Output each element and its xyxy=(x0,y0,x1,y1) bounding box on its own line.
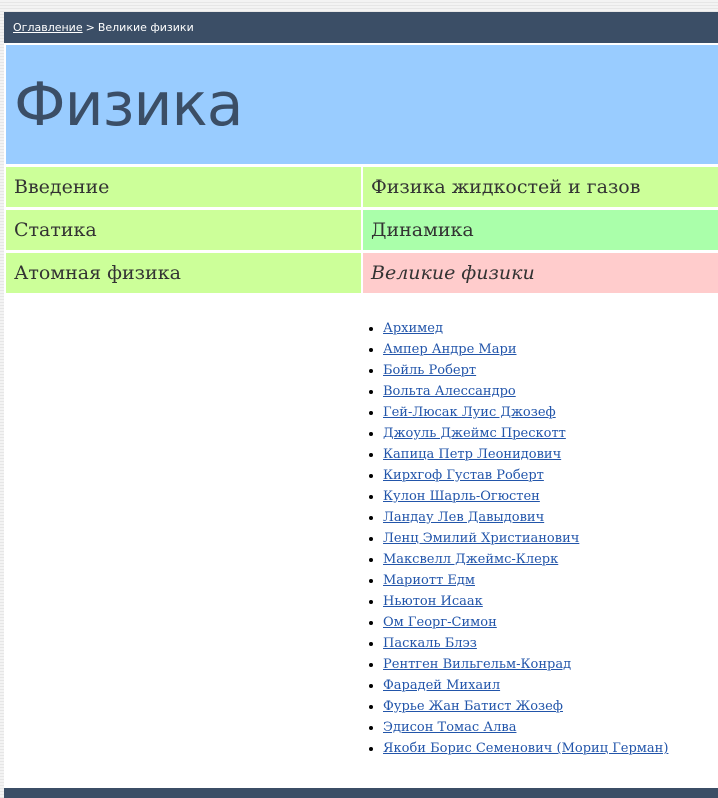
physicist-link[interactable]: Эдисон Томас Алва xyxy=(383,720,517,735)
physicist-link[interactable]: Ампер Андре Мари xyxy=(383,342,517,357)
nav-introduction[interactable]: Введение xyxy=(6,167,361,207)
physicist-link[interactable]: Кирхгоф Густав Роберт xyxy=(383,468,544,483)
physicist-link[interactable]: Фурье Жан Батист Жозеф xyxy=(383,699,563,714)
physicist-link[interactable]: Ландау Лев Давыдович xyxy=(383,510,545,525)
breadcrumb-current: Великие физики xyxy=(97,21,194,34)
physicist-link[interactable]: Фарадей Михаил xyxy=(383,678,501,693)
list-item xyxy=(383,444,668,465)
nav-dynamics[interactable]: Динамика xyxy=(363,210,718,250)
list-item xyxy=(383,738,668,759)
physicist-link[interactable]: Рентген Вильгельм-Конрад xyxy=(383,657,572,672)
list-item xyxy=(383,339,668,360)
physicist-link[interactable]: Бойль Роберт xyxy=(383,363,477,378)
physicist-link[interactable]: Гей-Люсак Луис Джозеф xyxy=(383,405,556,420)
list-item xyxy=(383,570,668,591)
physicist-link[interactable]: Кулон Шарль-Огюстен xyxy=(383,489,540,504)
nav-statics[interactable]: Статика xyxy=(6,210,361,250)
breadcrumb xyxy=(4,12,718,43)
page-title: Физика xyxy=(14,70,243,140)
physicist-link[interactable]: Ленц Эмилий Христианович xyxy=(383,531,580,546)
physicist-link[interactable]: Ньютон Исаак xyxy=(383,594,483,609)
list-item xyxy=(383,717,668,738)
list-item xyxy=(383,654,668,675)
page-header xyxy=(6,45,718,164)
list-item xyxy=(383,423,668,444)
physicist-link[interactable]: Максвелл Джеймс-Клерк xyxy=(383,552,559,567)
physicist-link[interactable]: Якоби Борис Семенович (Мориц Герман) xyxy=(383,741,669,756)
physicist-link[interactable]: Капица Петр Леонидович xyxy=(383,447,562,462)
physicist-link[interactable]: Вольта Алессандро xyxy=(383,384,516,399)
list-item xyxy=(383,612,668,633)
list-item xyxy=(383,360,668,381)
list-item xyxy=(383,696,668,717)
list-item xyxy=(383,675,668,696)
breadcrumb-home-link[interactable]: Оглавление xyxy=(13,21,83,34)
list-item xyxy=(383,591,668,612)
list-item xyxy=(383,549,668,570)
footer-bar xyxy=(4,788,718,798)
list-item xyxy=(383,402,668,423)
list-item xyxy=(383,507,668,528)
list-item xyxy=(383,381,668,402)
physicist-link[interactable]: Джоуль Джеймс Прескотт xyxy=(383,426,566,441)
breadcrumb-separator: > xyxy=(85,21,95,34)
physicist-link[interactable]: Ом Георг-Симон xyxy=(383,615,497,630)
list-item xyxy=(383,528,668,549)
list-item xyxy=(383,486,668,507)
list-item xyxy=(383,318,668,339)
nav-great-physicists-active: Великие физики xyxy=(363,253,718,293)
list-item xyxy=(383,633,668,654)
physicist-link[interactable]: Паскаль Блэз xyxy=(383,636,477,651)
physicist-link[interactable]: Мариотт Едм xyxy=(383,573,475,588)
physicist-link[interactable]: Архимед xyxy=(383,321,443,336)
nav-fluid-physics[interactable]: Физика жидкостей и газов xyxy=(363,167,718,207)
physicists-list xyxy=(363,318,668,759)
list-item xyxy=(383,465,668,486)
page-frame xyxy=(4,12,718,798)
nav-atomic-physics[interactable]: Атомная физика xyxy=(6,253,361,293)
